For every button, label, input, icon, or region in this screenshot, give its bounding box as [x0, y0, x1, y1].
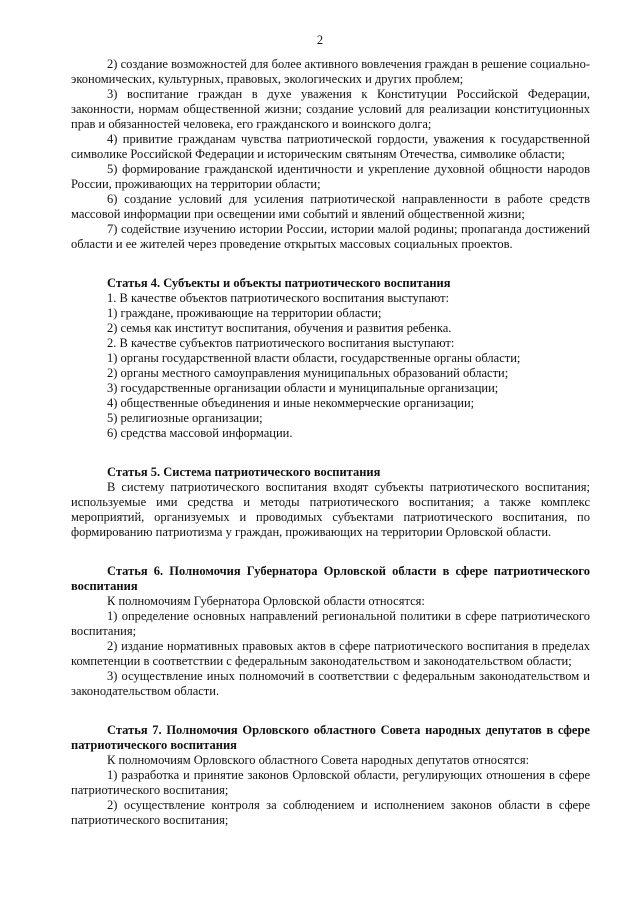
- article-4-heading: Статья 4. Субъекты и объекты патриотического воспитания: [107, 276, 451, 290]
- article-7-paragraph: К полномочиям Орловского областного Совета народных депутатов относятся:: [107, 753, 530, 767]
- article-6-heading: Статья 6. Полномочия Губернатора Орловской области в сфере патриотического воспитания: [71, 564, 590, 593]
- article-4-paragraph: 1. В качестве объектов патриотического воспитания выступают:: [107, 291, 450, 305]
- article-5-heading: Статья 5. Система патриотического воспитания: [107, 465, 381, 479]
- article-7-paragraph: 1) разработка и принятие законов Орловской области, регулирующих отношения в сфере патриотического воспитания;: [71, 768, 590, 797]
- article-6-paragraph: 3) осуществление иных полномочий в соответствии с федеральным законодательством и законодательством области.: [71, 669, 590, 698]
- paragraph-goal-7: 7) содействие изучению истории России, истории малой родины; пропаганда достижений области и ее жителей через проведение открытых массовых социальных проектов.: [71, 222, 590, 251]
- article-4-paragraph: 6) средства массовой информации.: [107, 426, 293, 440]
- article-4-paragraph: 1) органы государственной власти области, государственные органы области;: [107, 351, 521, 365]
- paragraph-goal-4: 4) привитие гражданам чувства патриотической гордости, уважения к государственной символике Российской Федерации и историческим святыням Отечества, символике области;: [71, 132, 590, 161]
- article-5-paragraph: В систему патриотического воспитания входят субъекты патриотического воспитания; используемые ими средства и методы патриотического воспитания; а также комплекс мероприятий, организуемых и проводимых субъектами патриотического воспитания, по формированию патриотизма у граждан, проживающих на территории Орловской области.: [71, 480, 590, 539]
- section-spacer: [71, 441, 590, 465]
- article-4-paragraph: 5) религиозные организации;: [107, 411, 263, 425]
- article-6-paragraph: К полномочиям Губернатора Орловской области относятся:: [107, 594, 425, 608]
- page-number: 2: [316, 33, 324, 47]
- paragraph-goal-6: 6) создание условий для усиления патриотической направленности в работе средств массовой информации при освещении ими событий и явлений общественной жизни;: [71, 192, 590, 221]
- article-6-paragraph: 2) издание нормативных правовых актов в сфере патриотического воспитания в пределах компетенции в соответствии с федеральным законодательством и законодательством области;: [71, 639, 590, 668]
- article-4-paragraph: 2) семья как институт воспитания, обучения и развития ребенка.: [107, 321, 452, 335]
- paragraph-goal-2: 2) создание возможностей для более активного вовлечения граждан в решение социально-экономических, культурных, правовых, экологических и других проблем;: [71, 57, 590, 86]
- paragraph-goal-5: 5) формирование гражданской идентичности и укрепление духовной общности народов России, проживающих на территории области;: [71, 162, 590, 191]
- article-6-paragraph: 1) определение основных направлений региональной политики в сфере патриотического воспитания;: [71, 609, 590, 638]
- article-7-paragraph: 2) осуществление контроля за соблюдением и исполнением законов области в сфере патриотического воспитания;: [71, 798, 590, 827]
- article-4-paragraph: 1) граждане, проживающие на территории области;: [107, 306, 382, 320]
- paragraph-goal-3: 3) воспитание граждан в духе уважения к Конституции Российской Федерации, законности, нормам общественной жизни; создание условий для реализации конституционных прав и обязанностей человека, его гражданского и воинского долга;: [71, 87, 590, 131]
- article-7-heading: Статья 7. Полномочия Орловского областного Совета народных депутатов в сфере патриотического воспитания: [71, 723, 590, 752]
- section-spacer: [71, 699, 590, 723]
- section-spacer: [71, 252, 590, 276]
- section-spacer: [71, 540, 590, 564]
- document-body: [71, 57, 590, 828]
- article-4-paragraph: 2) органы местного самоуправления муниципальных образований области;: [107, 366, 509, 380]
- article-4-paragraph: 2. В качестве субъектов патриотического воспитания выступают:: [107, 336, 455, 350]
- article-4-paragraph: 3) государственные организации области и муниципальные организации;: [107, 381, 499, 395]
- article-4-paragraph: 4) общественные объединения и иные некоммерческие организации;: [107, 396, 475, 410]
